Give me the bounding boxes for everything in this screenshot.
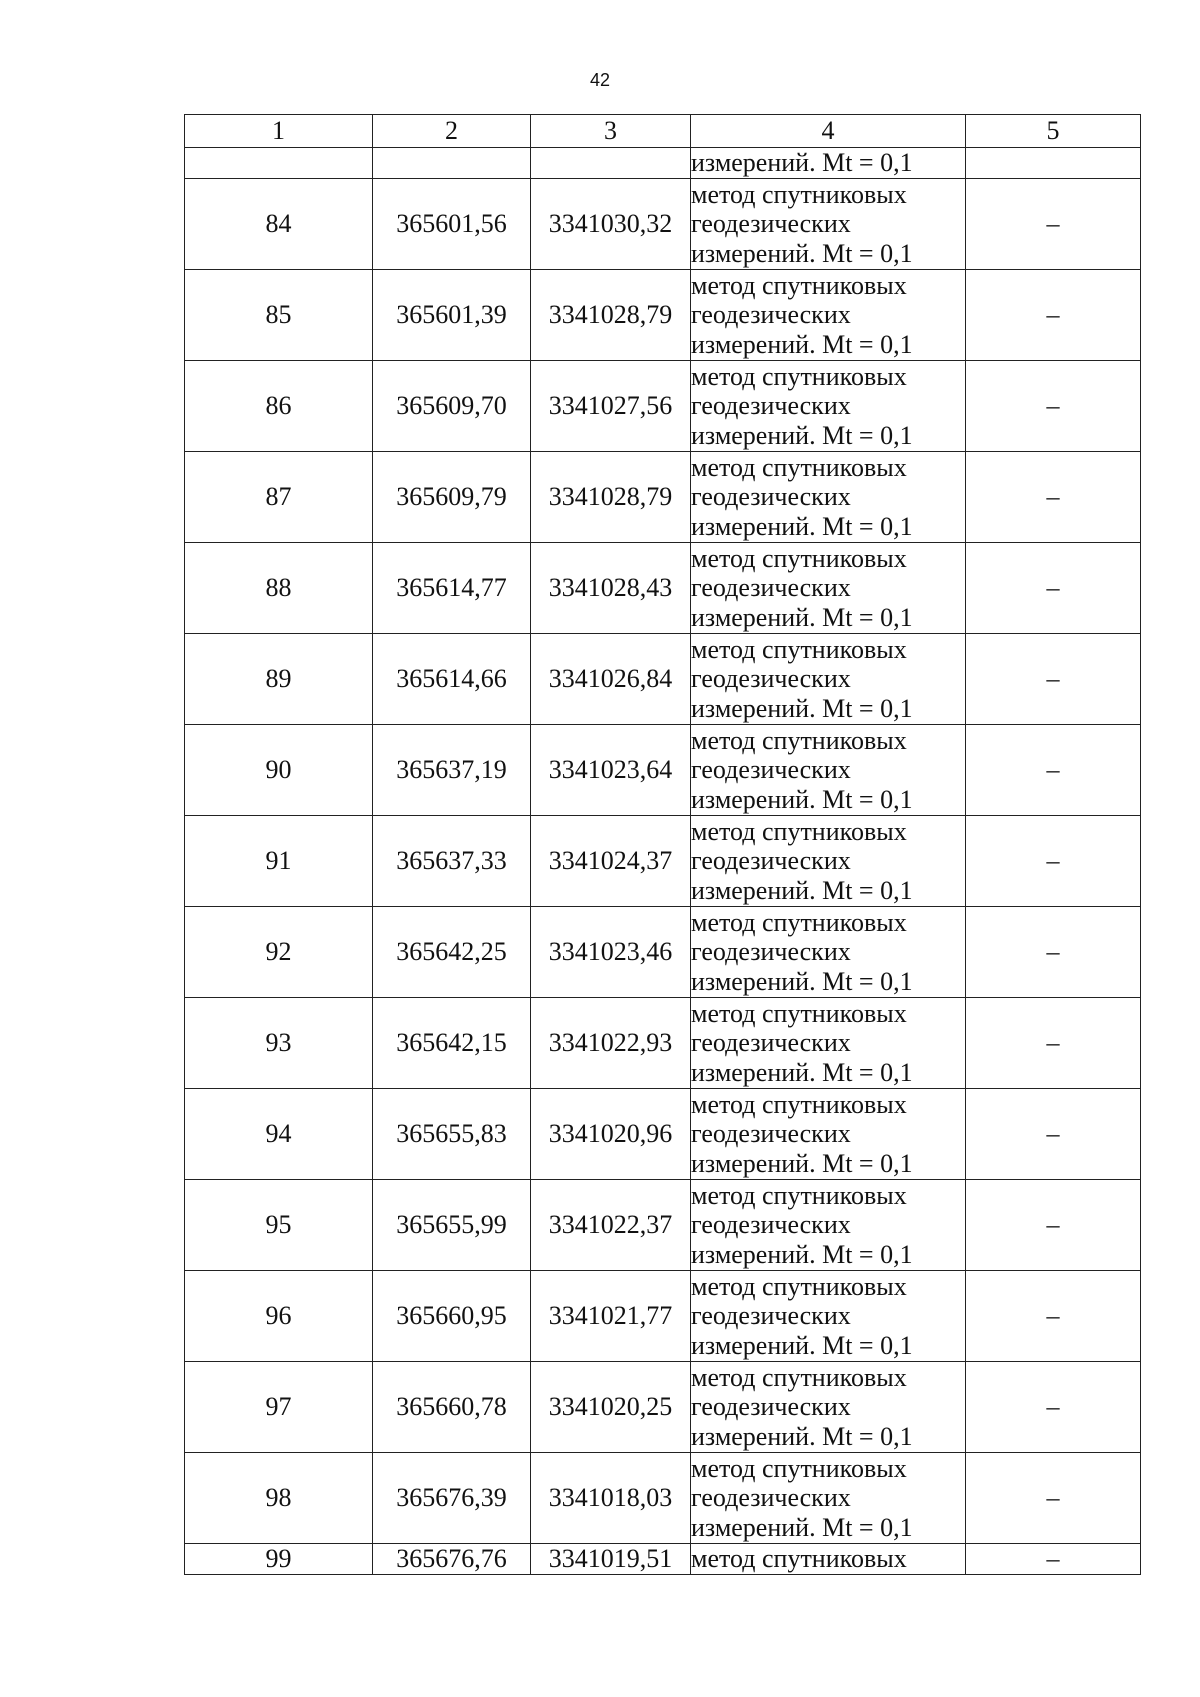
x-coordinate-cell: 365676,76 (373, 1544, 531, 1575)
method-line: измерений. Mt = 0,1 (691, 1421, 913, 1451)
method-line: измерений. Mt = 0,1 (691, 329, 913, 359)
table-row (185, 452, 1141, 543)
point-number-cell: 89 (185, 634, 373, 725)
point-number-cell: 87 (185, 452, 373, 543)
header-col-4: 4 (691, 115, 966, 148)
x-coordinate-cell: 365660,78 (373, 1362, 531, 1453)
y-coordinate-cell: 3341023,46 (531, 907, 691, 998)
method-cell (691, 1453, 966, 1544)
method-line: геодезических (691, 1028, 851, 1058)
method-line: метод спутниковых (691, 725, 907, 755)
note-cell: – (966, 1362, 1141, 1453)
method-line: измерений. Mt = 0,1 (691, 511, 913, 541)
table-row (185, 1271, 1141, 1362)
point-number-cell: 86 (185, 361, 373, 452)
method-line: метод спутниковых (691, 179, 907, 209)
method-cell (691, 1271, 966, 1362)
method-line: метод спутниковых (691, 1180, 907, 1210)
method-cell (691, 179, 966, 270)
y-coordinate-cell: 3341022,37 (531, 1180, 691, 1271)
method-cell (691, 998, 966, 1089)
point-number-cell: 94 (185, 1089, 373, 1180)
x-coordinate-cell: 365660,95 (373, 1271, 531, 1362)
x-coordinate-cell: 365614,66 (373, 634, 531, 725)
x-coordinate-cell: 365642,15 (373, 998, 531, 1089)
point-number-cell (185, 148, 373, 179)
note-cell: – (966, 270, 1141, 361)
method-line: измерений. Mt = 0,1 (691, 238, 913, 268)
method-line: метод спутниковых (691, 543, 907, 573)
y-coordinate-cell: 3341020,25 (531, 1362, 691, 1453)
method-line: геодезических (691, 664, 851, 694)
note-cell: – (966, 179, 1141, 270)
x-coordinate-cell: 365676,39 (373, 1453, 531, 1544)
note-cell: – (966, 361, 1141, 452)
method-cell (691, 725, 966, 816)
method-line: геодезических (691, 573, 851, 603)
y-coordinate-cell: 3341030,32 (531, 179, 691, 270)
method-line: метод спутниковых (691, 1362, 907, 1392)
y-coordinate-cell: 3341024,37 (531, 816, 691, 907)
y-coordinate-cell: 3341023,64 (531, 725, 691, 816)
method-line: метод спутниковых (691, 1089, 907, 1119)
method-line: измерений. Mt = 0,1 (691, 602, 913, 632)
header-col-5: 5 (966, 115, 1141, 148)
x-coordinate-cell: 365642,25 (373, 907, 531, 998)
method-line: геодезических (691, 482, 851, 512)
note-cell: – (966, 725, 1141, 816)
point-number-cell: 98 (185, 1453, 373, 1544)
point-number-cell: 90 (185, 725, 373, 816)
y-coordinate-cell (531, 148, 691, 179)
method-line: измерений. Mt = 0,1 (691, 1148, 913, 1178)
x-coordinate-cell: 365601,56 (373, 179, 531, 270)
table-row (185, 1362, 1141, 1453)
method-line: метод спутниковых (691, 1271, 907, 1301)
point-number-cell: 88 (185, 543, 373, 634)
method-cell: метод спутниковых (691, 1544, 966, 1575)
x-coordinate-cell: 365614,77 (373, 543, 531, 634)
note-cell: – (966, 634, 1141, 725)
method-line: геодезических (691, 1392, 851, 1422)
table-row (185, 816, 1141, 907)
table-row (185, 725, 1141, 816)
y-coordinate-cell: 3341018,03 (531, 1453, 691, 1544)
method-line: метод спутниковых (691, 816, 907, 846)
method-line: геодезических (691, 1483, 851, 1513)
method-cell (691, 816, 966, 907)
method-line: геодезических (691, 755, 851, 785)
method-line: измерений. Mt = 0,1 (691, 875, 913, 905)
table-row (185, 998, 1141, 1089)
method-line: измерений. Mt = 0,1 (691, 1330, 913, 1360)
table-body (185, 148, 1141, 1575)
method-line: геодезических (691, 300, 851, 330)
y-coordinate-cell: 3341022,93 (531, 998, 691, 1089)
method-line: геодезических (691, 846, 851, 876)
point-number-cell: 97 (185, 1362, 373, 1453)
table-row-last (185, 1544, 1141, 1575)
method-line: измерений. Mt = 0,1 (691, 1512, 913, 1542)
header-row (185, 115, 1141, 148)
note-cell: – (966, 543, 1141, 634)
method-line: метод спутниковых (691, 1453, 907, 1483)
method-line: геодезических (691, 1301, 851, 1331)
table-row (185, 179, 1141, 270)
method-line: метод спутниковых (691, 907, 907, 937)
method-cell (691, 270, 966, 361)
table-row (185, 634, 1141, 725)
note-cell: – (966, 1271, 1141, 1362)
method-cell (691, 907, 966, 998)
point-number-cell: 96 (185, 1271, 373, 1362)
method-line: метод спутниковых (691, 634, 907, 664)
x-coordinate-cell: 365601,39 (373, 270, 531, 361)
note-cell: – (966, 998, 1141, 1089)
method-line: измерений. Mt = 0,1 (691, 420, 913, 450)
method-cell (691, 1180, 966, 1271)
note-cell: – (966, 1180, 1141, 1271)
x-coordinate-cell: 365637,19 (373, 725, 531, 816)
table-row (185, 1180, 1141, 1271)
method-cell: измерений. Mt = 0,1 (691, 148, 966, 179)
note-cell: – (966, 1453, 1141, 1544)
header-col-1: 1 (185, 115, 373, 148)
point-number-cell: 92 (185, 907, 373, 998)
method-line: метод спутниковых (691, 361, 907, 391)
point-number-cell: 91 (185, 816, 373, 907)
method-line: геодезических (691, 1119, 851, 1149)
method-cell (691, 634, 966, 725)
header-col-2: 2 (373, 115, 531, 148)
table-row (185, 361, 1141, 452)
table-row (185, 1089, 1141, 1180)
method-cell (691, 543, 966, 634)
y-coordinate-cell: 3341028,79 (531, 452, 691, 543)
y-coordinate-cell: 3341027,56 (531, 361, 691, 452)
point-number-cell: 84 (185, 179, 373, 270)
method-line: измерений. Mt = 0,1 (691, 784, 913, 814)
x-coordinate-cell: 365637,33 (373, 816, 531, 907)
page-number: 42 (589, 70, 611, 90)
point-number-cell: 99 (185, 1544, 373, 1575)
method-line: геодезических (691, 391, 851, 421)
x-coordinate-cell: 365655,83 (373, 1089, 531, 1180)
x-coordinate-cell (373, 148, 531, 179)
note-cell: – (966, 1089, 1141, 1180)
note-cell: – (966, 452, 1141, 543)
table-header (185, 115, 1141, 148)
coordinates-table (184, 114, 1141, 1575)
y-coordinate-cell: 3341028,79 (531, 270, 691, 361)
method-line: геодезических (691, 1210, 851, 1240)
x-coordinate-cell: 365655,99 (373, 1180, 531, 1271)
method-line: измерений. Mt = 0,1 (691, 693, 913, 723)
method-line: измерений. Mt = 0,1 (691, 1057, 913, 1087)
note-cell: – (966, 816, 1141, 907)
y-coordinate-cell: 3341026,84 (531, 634, 691, 725)
table-row (185, 907, 1141, 998)
y-coordinate-cell: 3341028,43 (531, 543, 691, 634)
x-coordinate-cell: 365609,70 (373, 361, 531, 452)
table-row (185, 1453, 1141, 1544)
method-line: метод спутниковых (691, 452, 907, 482)
method-cell (691, 1362, 966, 1453)
method-cell (691, 1089, 966, 1180)
y-coordinate-cell: 3341020,96 (531, 1089, 691, 1180)
y-coordinate-cell: 3341019,51 (531, 1544, 691, 1575)
method-line: геодезических (691, 937, 851, 967)
method-line: измерений. Mt = 0,1 (691, 1239, 913, 1269)
note-cell: – (966, 907, 1141, 998)
point-number-cell: 93 (185, 998, 373, 1089)
note-cell (966, 148, 1141, 179)
method-line: геодезических (691, 209, 851, 239)
point-number-cell: 95 (185, 1180, 373, 1271)
table-row (185, 270, 1141, 361)
note-cell: – (966, 1544, 1141, 1575)
x-coordinate-cell: 365609,79 (373, 452, 531, 543)
point-number-cell: 85 (185, 270, 373, 361)
table-row (185, 543, 1141, 634)
method-cell (691, 452, 966, 543)
method-cell (691, 361, 966, 452)
header-col-3: 3 (531, 115, 691, 148)
method-line: метод спутниковых (691, 270, 907, 300)
method-line: измерений. Mt = 0,1 (691, 966, 913, 996)
continuation-row (185, 148, 1141, 179)
y-coordinate-cell: 3341021,77 (531, 1271, 691, 1362)
method-line: метод спутниковых (691, 998, 907, 1028)
